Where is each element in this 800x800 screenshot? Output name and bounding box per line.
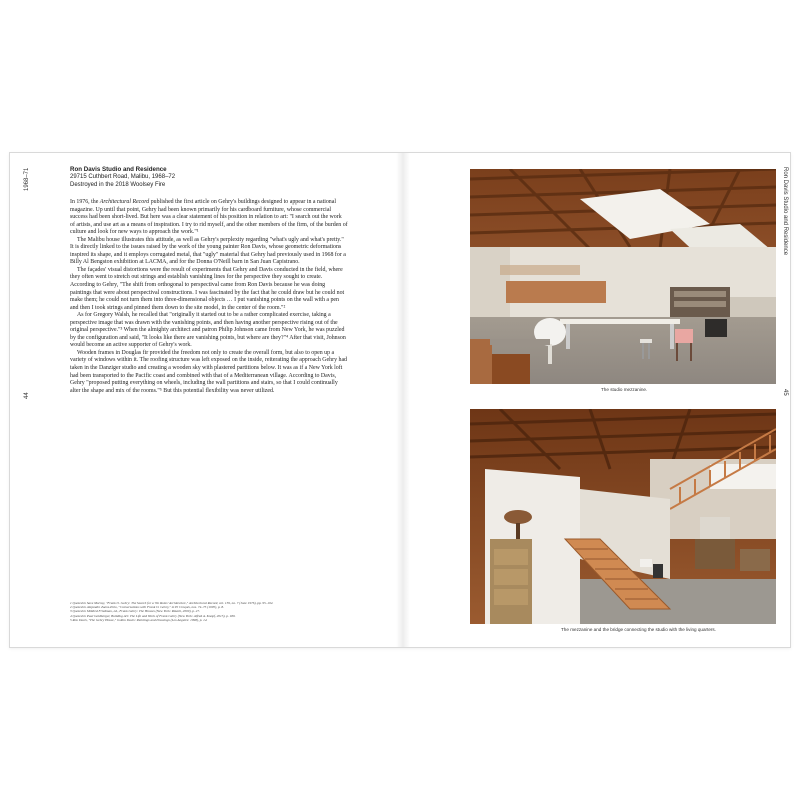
body-text [70,199,348,395]
body-paragraph-5: Wooden frames in Douglas fir provided the freedom not only to create the overall form, but also to open up a variety of windows within it. The roofing structure was left exposed on the inside, reiterating the approach Gehry had taken in the Danziger studio and creating a wooden sky with plastered partitions below. It was as if a New York loft had been transported to the Pacific coast and combined with that of a Mediterranean village. According to Davis, Gehry "proposed putting everything on wheels, including the wall partitions and stairs, so that I could continually alter the shape and mix of the rooms."⁵ But this potential flexibility was never utilized. [70,349,348,394]
page-number-left: 44 [24,392,30,399]
footnote: 3 Quoted in Mildred Friedman, ed., Frank Gehry: The Houses (New York: Rizzoli, 2009), p. 27. [70,609,200,614]
running-head-left: 1968–71 [24,167,30,191]
photo-caption: The studio mezzanine. [601,387,648,392]
project-address: 29715 Cuthbert Road, Malibu, 1968–72 [70,174,176,180]
footnote: 1 Quoted in Sara Murray, "Frank O. Gehry: The Search for a 'No Rules' Architecture," Architectural Record, vol. 159, no. 7 (June 1976), pp. 95–102. [70,601,274,605]
body-paragraph-2: The Malibu house illustrates this attitude, as well as Gehry's perplexity regarding "what's ugly and what's pretty." It is directly linked to the issues raised by the work of the young painter Ron Davis, whose geometric deformations inspired its shape, and it employs corrugated metal, that "ugly" material that Gehry had previously used in 1968 for a Billy Al Bengston exhibition at LACMA, and for the Donna O'Neill barn in San Juan Capistrano. [70,236,346,266]
studio-mezzanine-photo [470,169,776,384]
body-paragraph-3: The façades' visual distortions were the result of experiments that Gehry and Davis conducted in the field, where they often went to stretch out strings and establish vanishing lines for the perspective they sought to create. According to Gehry, "The shift from orthogonal to perspectival came from Ron Davis because he was doing paintings that were about perspectival constructions. I was fascinated by the fact that he could draw but he could not make them; he could not turn them into three-dimensional objects … I put vanishing points on the wall with a pen and then I took strings and pinned them down to the site model, in the center of the room."² [70,266,345,311]
running-head-right: Ron Davis Studio and Residence [782,167,788,256]
body-paragraph-1: In 1976, the Architectural Record published the first article on Gehry's buildings designed to appear in a national magazine. Up until that point, Gehry had been known primarily for his cardboard furniture, whose commercial success had been short-lived. But here was a clear statement of his position in relation to art: "I search out the work of artists, and use art as a means of inspiration. I try to rid myself, and the other members of the firm, of the burden of culture and look for new ways to approach the work."¹ [70,199,348,236]
footnotes [70,601,348,622]
project-status: Destroyed in the 2018 Woolsey Fire [70,181,166,188]
page-number-right: 45 [782,389,788,396]
book-spread [9,152,791,648]
footnote: 2 Quoted in Alejandro Zaera-Polo, "Conversations with Frank O. Gehry," in El Croquis, nos. 74–75 (1995), p. 8. [70,605,224,610]
footnote: 4 Quoted in Paul Goldberger, Building Art: The Life and Work of Frank Gehry (New York: Alfred A. Knopf, 2015), p. 180. [70,613,236,618]
book-gutter [396,153,410,647]
project-header [70,166,340,189]
footnote: 5 Ron Davis, "The Gehry House," in Ron Davis: Paintings and Drawings (Los Angeles: 1998), p. 14. [70,617,208,622]
photo-caption: The mezzanine and the bridge connecting the studio with the living quarters. [561,627,717,632]
mezzanine-bridge-photo [470,409,776,624]
body-paragraph-4: As for Gregory Walsh, he recalled that "originally it started out to be a rather complicated exercise, taking a perspective image that was drawn with the vanishing points, and then having another perspective rising out of the original perspective."³ When the almighty architect and patron Philip Johnson came from New York, he was puzzled by the configuration and said, "It looks like there are vanishing points, but where are they?"⁴ After that visit, Johnson would become an active supporter of Gehry's work. [70,312,346,349]
project-title: Ron Davis Studio and Residence [70,166,167,173]
